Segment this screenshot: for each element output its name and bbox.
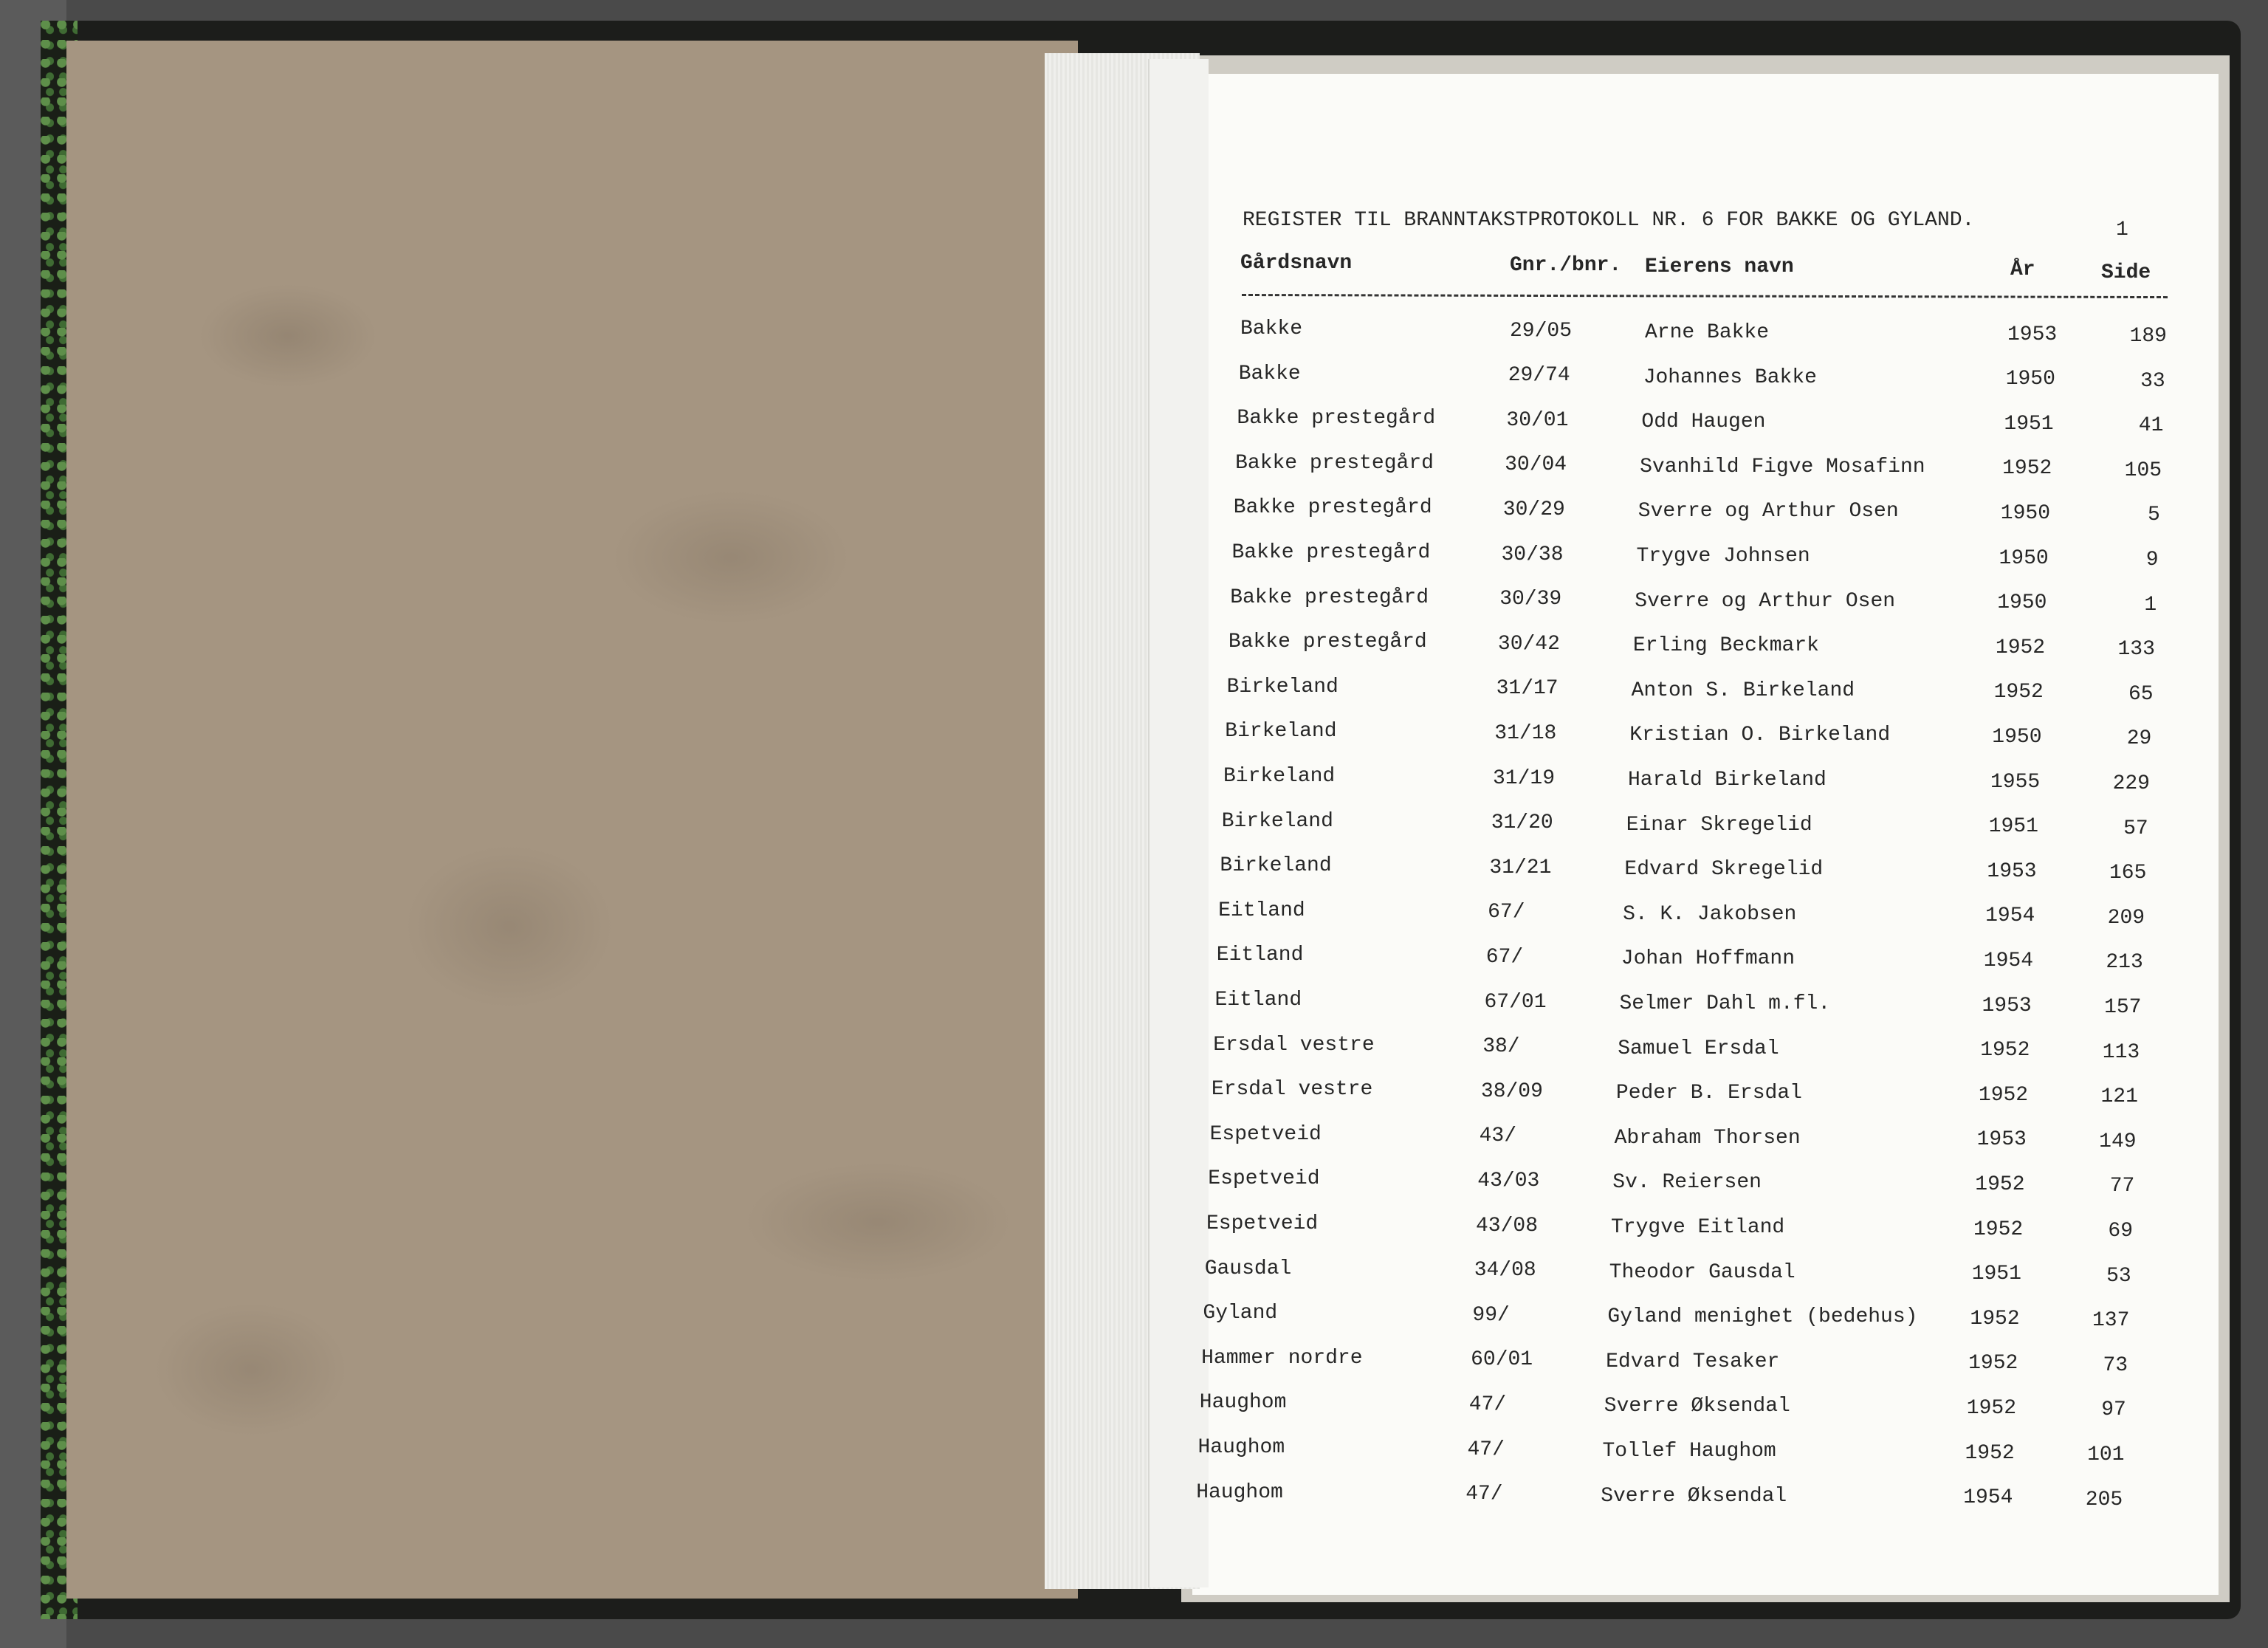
cell-year: 1952 (1965, 1441, 2015, 1465)
cell-owner: Erling Beckmark (1632, 634, 1819, 658)
binding-strip (1148, 59, 1209, 1587)
cell-page: 65 (2128, 682, 2154, 706)
inside-cover-board (66, 41, 1078, 1599)
cell-farm: Bakke prestegård (1231, 541, 1431, 564)
cell-page: 101 (2087, 1443, 2125, 1466)
cell-farm: Espetveid (1208, 1167, 1320, 1191)
cell-owner: Samuel Ersdal (1618, 1037, 1779, 1060)
cell-owner: Sverre og Arthur Osen (1638, 500, 1899, 523)
cell-year: 1952 (1980, 1039, 2030, 1062)
cell-year: 1954 (1985, 904, 2035, 928)
cell-page: 189 (2129, 325, 2167, 348)
cell-year: 1954 (1963, 1486, 2013, 1510)
cell-farm: Haughom (1199, 1391, 1287, 1415)
cell-owner: Einar Skregelid (1626, 813, 1812, 837)
cell-year: 1950 (1997, 591, 2047, 615)
cell-gnr-bnr: 30/29 (1502, 498, 1565, 521)
cell-farm: Bakke prestegård (1230, 586, 1429, 609)
document-title: REGISTER TIL BRANNTAKSTPROTOKOLL NR. 6 FOR BAKKE OG GYLAND. (1243, 209, 1975, 232)
cell-gnr-bnr: 67/01 (1484, 990, 1547, 1014)
cell-farm: Bakke prestegård (1235, 451, 1434, 475)
cell-gnr-bnr: 99/ (1472, 1303, 1510, 1327)
cell-page: 209 (2107, 906, 2145, 930)
cell-farm: Birkeland (1225, 720, 1337, 744)
cell-gnr-bnr: 47/ (1467, 1438, 1505, 1461)
cell-farm: Birkeland (1226, 675, 1339, 698)
cell-page: 113 (2102, 1040, 2140, 1064)
cell-owner: S. K. Jakobsen (1623, 902, 1797, 926)
cell-owner: Kristian O. Birkeland (1629, 724, 1891, 747)
cell-page: 133 (2117, 638, 2155, 662)
cell-year: 1953 (2007, 323, 2058, 346)
cell-page: 229 (2112, 772, 2150, 795)
cell-year: 1953 (1987, 859, 2037, 883)
cell-gnr-bnr: 31/17 (1496, 677, 1559, 701)
cell-farm: Birkeland (1221, 809, 1333, 833)
cell-year: 1955 (1990, 770, 2041, 794)
cell-owner: Svanhild Figve Mosafinn (1640, 455, 1925, 478)
cell-farm: Eitland (1214, 989, 1302, 1012)
header-page: Side (2101, 261, 2151, 284)
cell-farm: Haughom (1197, 1436, 1285, 1459)
cell-owner: Tollef Haughom (1602, 1440, 1776, 1463)
cell-owner: Gyland menighet (bedehus) (1607, 1305, 1918, 1329)
header-farm: Gårdsnavn (1240, 252, 1353, 275)
cell-page: 5 (2147, 504, 2160, 527)
cell-farm: Gyland (1203, 1302, 1278, 1325)
cell-farm: Espetveid (1206, 1212, 1319, 1235)
cell-page: 97 (2101, 1398, 2126, 1422)
cell-page: 73 (2103, 1353, 2128, 1377)
cell-farm: Birkeland (1223, 765, 1336, 788)
cell-owner: Trygve Eitland (1611, 1216, 1785, 1239)
cell-year: 1953 (1982, 994, 2032, 1017)
cell-year: 1952 (1978, 1083, 2029, 1107)
cell-gnr-bnr: 31/18 (1494, 721, 1557, 745)
cell-page: 121 (2100, 1085, 2138, 1109)
cell-farm: Birkeland (1220, 854, 1332, 878)
cell-gnr-bnr: 43/ (1479, 1125, 1517, 1148)
cell-owner: Abraham Thorsen (1614, 1126, 1801, 1150)
cell-owner: Theodor Gausdal (1609, 1260, 1796, 1284)
page-number: 1 (2116, 219, 2128, 241)
cell-owner: Odd Haugen (1641, 411, 1766, 434)
cell-farm: Bakke (1240, 317, 1303, 340)
cell-year: 1950 (2000, 501, 2051, 525)
cell-farm: Gausdal (1204, 1257, 1292, 1280)
cell-gnr-bnr: 38/ (1482, 1035, 1520, 1059)
cell-farm: Ersdal vestre (1211, 1078, 1373, 1102)
cell-farm: Hammer nordre (1201, 1346, 1363, 1370)
cell-page: 77 (2109, 1175, 2135, 1198)
cell-page: 69 (2108, 1220, 2133, 1243)
cell-year: 1951 (1988, 815, 2038, 839)
cell-year: 1950 (1992, 725, 2042, 749)
cell-year: 1952 (2002, 457, 2052, 481)
cell-farm: Bakke (1238, 362, 1301, 385)
cell-owner: Anton S. Birkeland (1631, 679, 1855, 702)
cell-farm: Bakke prestegård (1237, 407, 1436, 430)
cell-gnr-bnr: 30/04 (1505, 453, 1567, 477)
cell-gnr-bnr: 30/38 (1501, 543, 1564, 566)
cell-gnr-bnr: 43/08 (1476, 1214, 1539, 1237)
cell-owner: Trygve Johnsen (1636, 545, 1810, 568)
cell-page: 9 (2145, 549, 2159, 571)
cell-year: 1952 (1970, 1307, 2020, 1331)
cell-year: 1950 (1999, 546, 2049, 570)
cell-gnr-bnr: 29/05 (1510, 319, 1573, 343)
cell-gnr-bnr: 31/21 (1489, 856, 1552, 879)
cell-gnr-bnr: 34/08 (1474, 1259, 1536, 1283)
cell-page: 205 (2085, 1488, 2123, 1511)
cell-page: 213 (2106, 951, 2143, 975)
cell-owner: Sv. Reiersen (1612, 1171, 1762, 1195)
cell-farm: Eitland (1216, 944, 1304, 967)
cell-page: 53 (2106, 1264, 2131, 1288)
cell-farm: Espetveid (1209, 1122, 1322, 1146)
cell-farm: Haughom (1196, 1480, 1283, 1504)
header-owner: Eierens navn (1645, 255, 1794, 278)
cell-farm: Eitland (1218, 899, 1305, 922)
cell-year: 1952 (1993, 681, 2044, 704)
cell-owner: Selmer Dahl m.fl. (1619, 992, 1831, 1015)
cell-year: 1950 (2005, 368, 2055, 391)
header-gnr-bnr: Gnr./bnr. (1510, 254, 1622, 277)
cell-owner: Peder B. Ersdal (1615, 1082, 1802, 1105)
cell-gnr-bnr: 30/39 (1499, 588, 1562, 611)
cell-owner: Sverre Øksendal (1601, 1484, 1787, 1508)
cell-page: 149 (2099, 1130, 2137, 1153)
cell-year: 1953 (1976, 1128, 2027, 1152)
cell-page: 57 (2123, 817, 2148, 840)
cell-farm: Bakke prestegård (1228, 631, 1427, 654)
cell-farm: Ersdal vestre (1213, 1033, 1375, 1057)
cell-owner: Edvard Skregelid (1624, 858, 1824, 882)
cell-owner: Arne Bakke (1645, 321, 1770, 344)
cell-gnr-bnr: 29/74 (1508, 364, 1570, 388)
cell-page: 29 (2126, 727, 2152, 751)
cell-owner: Sverre Øksendal (1604, 1395, 1790, 1418)
cell-gnr-bnr: 60/01 (1471, 1348, 1533, 1372)
cell-gnr-bnr: 30/01 (1506, 408, 1569, 432)
header-year: År (2010, 258, 2035, 281)
cell-gnr-bnr: 31/19 (1493, 766, 1556, 790)
cell-page: 33 (2140, 369, 2165, 393)
cell-page: 105 (2124, 459, 2162, 482)
cell-owner: Sverre og Arthur Osen (1635, 589, 1896, 613)
cell-year: 1951 (2004, 412, 2054, 436)
cell-year: 1952 (1968, 1352, 2018, 1376)
cell-owner: Johannes Bakke (1643, 365, 1817, 389)
cell-year: 1951 (1971, 1263, 2021, 1286)
cell-page: 1 (2144, 593, 2157, 617)
cell-gnr-bnr: 67/ (1485, 945, 1524, 969)
cell-page: 157 (2104, 996, 2142, 1019)
cell-year: 1952 (1973, 1218, 2024, 1241)
cell-page: 137 (2092, 1309, 2130, 1333)
cell-gnr-bnr: 47/ (1468, 1393, 1507, 1416)
cell-gnr-bnr: 47/ (1465, 1483, 1503, 1506)
cell-year: 1954 (1983, 949, 2034, 972)
cell-page: 165 (2109, 862, 2147, 885)
cell-gnr-bnr: 30/42 (1497, 632, 1560, 656)
cell-gnr-bnr: 43/03 (1477, 1169, 1540, 1192)
cell-page: 41 (2138, 414, 2164, 438)
cell-gnr-bnr: 38/09 (1480, 1079, 1543, 1103)
cell-year: 1952 (1966, 1396, 2017, 1420)
cell-owner: Johan Hoffmann (1621, 947, 1796, 971)
cell-owner: Harald Birkeland (1628, 769, 1827, 792)
cell-year: 1952 (1975, 1173, 2025, 1196)
cell-owner: Edvard Tesaker (1606, 1350, 1780, 1373)
cell-gnr-bnr: 67/ (1488, 901, 1525, 924)
cell-farm: Bakke prestegård (1233, 496, 1432, 520)
cell-gnr-bnr: 31/20 (1491, 811, 1553, 835)
cell-year: 1952 (1995, 636, 2046, 659)
